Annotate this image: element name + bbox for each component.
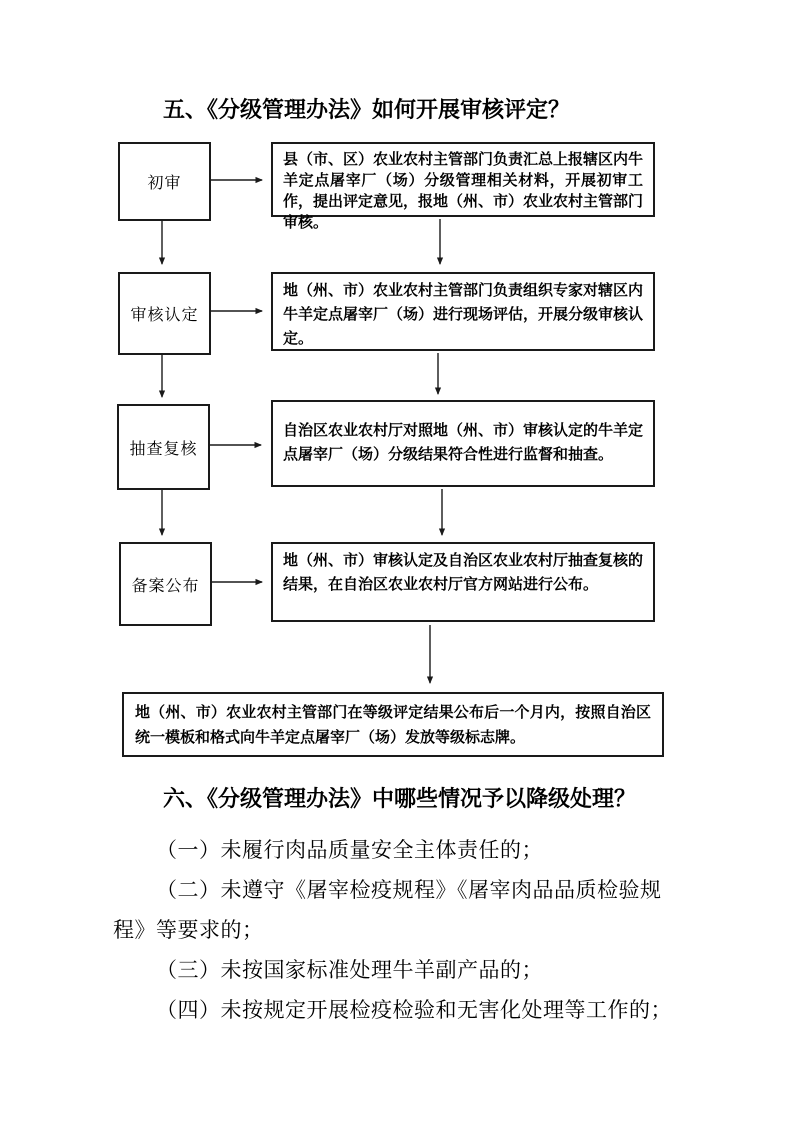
section6-item-2: （二）未遵守《屠宰检疫规程》《屠宰肉品品质检验规程》等要求的； (113, 878, 662, 942)
flow-step2-label: 审核认定 (130, 307, 199, 324)
flow-step1-desc-box (271, 142, 655, 231)
flow-step2-desc-box (271, 272, 655, 351)
flow-step1-desc: 县（市、区）农业农村主管部门负责汇总上报辖区内牛羊定点屠宰厂（场）分级管理相关材料，开展初审工作，提出评定意见，报地（州、市）农业农村主管部门审核。 (283, 152, 644, 231)
flow-step3-desc-box (271, 400, 655, 487)
flow-step1-label: 初审 (147, 175, 182, 192)
section6-item-3: （三）未按国家标准处理牛羊副产品的； (156, 958, 543, 982)
section6-item-1: （一）未履行肉品质量安全主体责任的； (156, 838, 543, 862)
flow-step4-desc-box (271, 542, 655, 622)
flow-step2-desc: 地（州、市）农业农村主管部门负责组织专家对辖区内牛羊定点屠宰厂（场）进行现场评估，开展分级审核认定。 (283, 283, 644, 347)
flow-final-note: 地（州、市）农业农村主管部门在等级评定结果公布后一个月内，按照自治区统一模板和格式向牛羊定点屠宰厂（场）发放等级标志牌。 (135, 705, 651, 746)
flow-step3-label: 抽查复核 (129, 440, 198, 458)
flow-step3-desc: 自治区农业农村厅对照地（州、市）审核认定的牛羊定点屠宰厂（场）分级结果符合性进行监督和抽查。 (283, 423, 644, 463)
section6-list (113, 830, 683, 1030)
flow-step4-label-box (119, 542, 212, 626)
section5-title: 五、《分级管理办法》如何开展审核评定？ (163, 97, 571, 122)
flow-step1-label-box (118, 142, 211, 221)
flow-final-box (122, 692, 664, 757)
flow-step3-label-box (117, 404, 210, 490)
flow-step2-label-box (118, 272, 211, 355)
flow-step4-desc: 地（州、市）审核认定及自治区农业农村厅抽查复核的结果，在自治区农业农村厅官方网站进行公布。 (283, 553, 644, 593)
flow-step4-label: 备案公布 (131, 577, 200, 595)
section6-item-4: （四）未按规定开展检疫检验和无害化处理等工作的； (156, 998, 672, 1022)
section6-title: 六、《分级管理办法》中哪些情况予以降级处理？ (163, 786, 637, 811)
